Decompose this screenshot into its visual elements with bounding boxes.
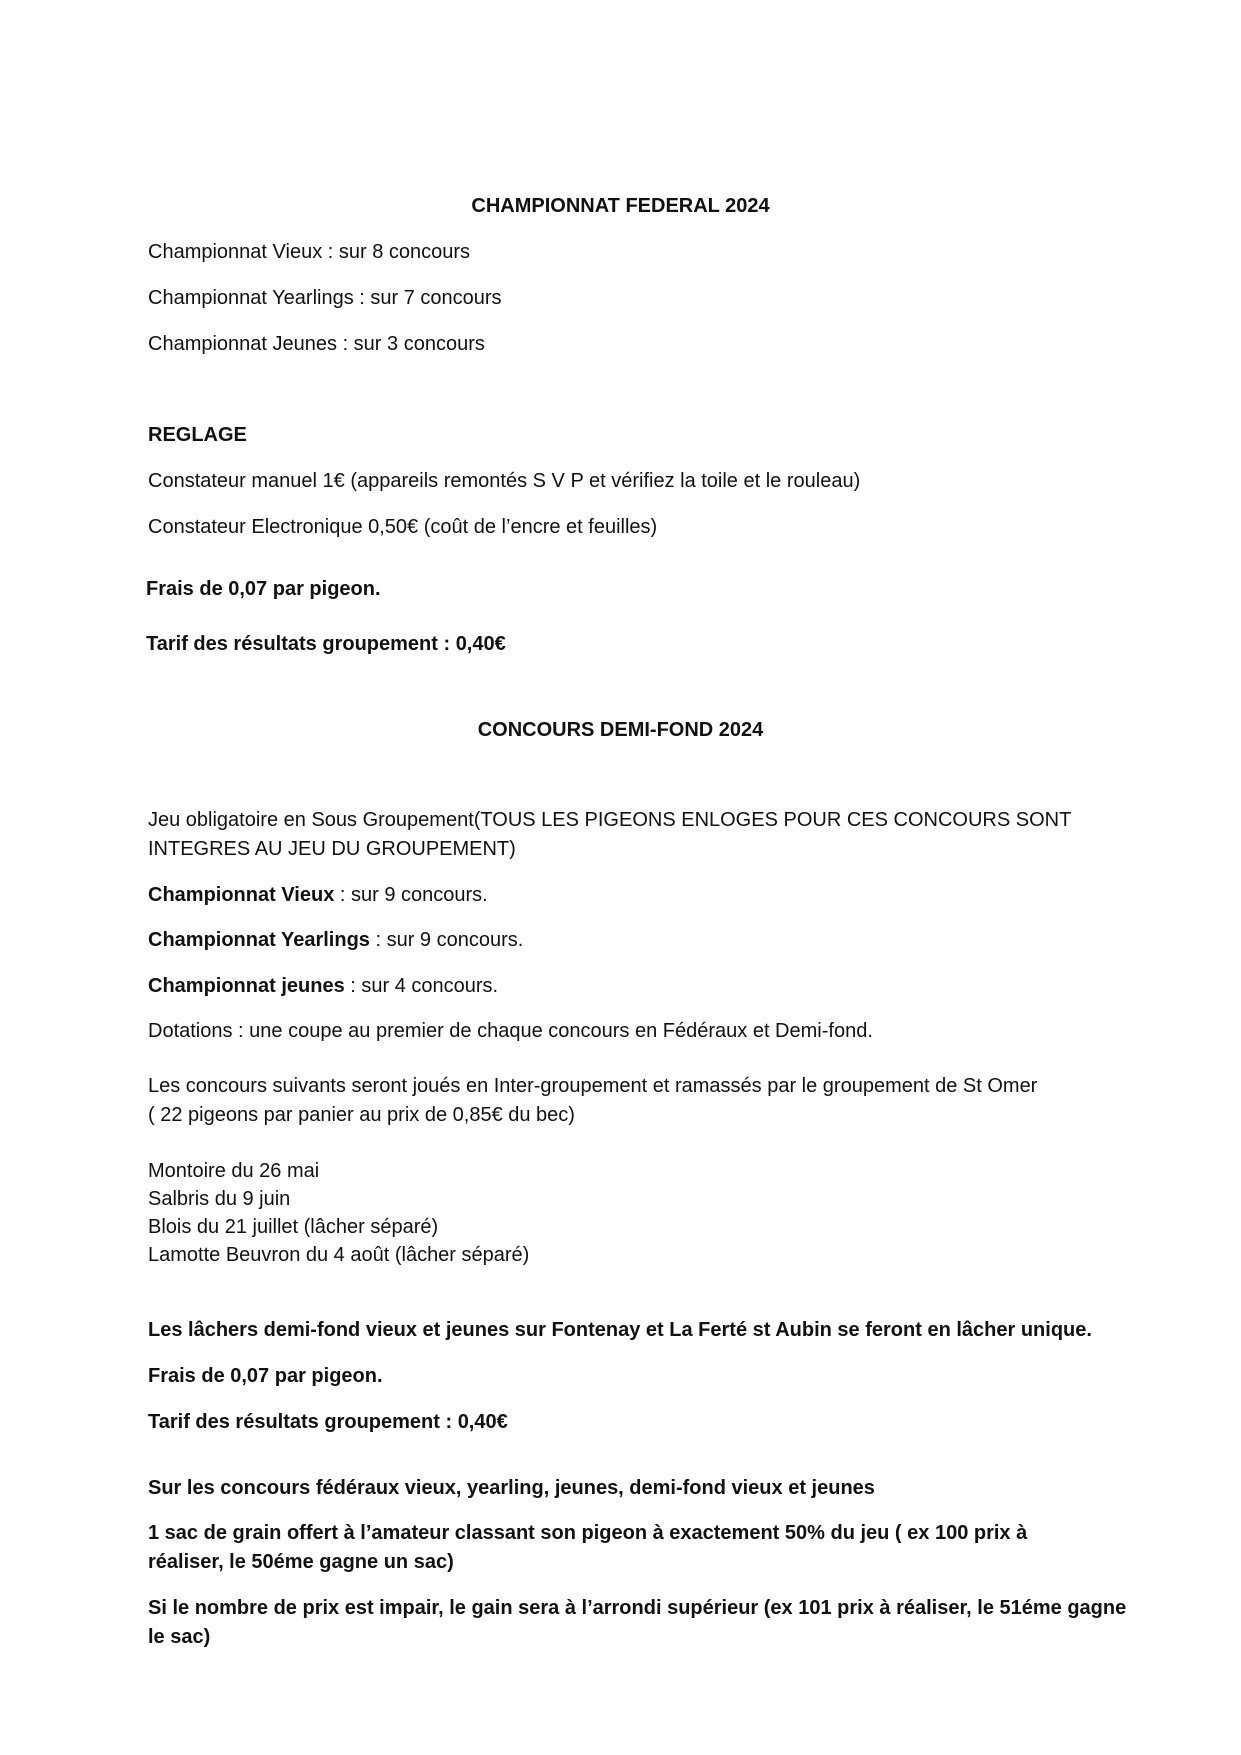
demifond-championship-vieux [148, 881, 488, 909]
race-list-item: Salbris du 9 juin [148, 1188, 291, 1210]
federal-title: CHAMPIONNAT FEDERAL 2024 [471, 195, 770, 217]
reglage-manual: Constateur manuel 1€ (appareils remontés S V P et vérifiez la toile et le rouleau) [148, 470, 861, 492]
demifond-inter-line1: Les concours suivants seront joués en Inter-groupement et ramassés par le groupement de St Omer [148, 1075, 1038, 1097]
championship-detail: : sur 9 concours. [334, 884, 488, 906]
demifond-title: CONCOURS DEMI-FOND 2024 [477, 719, 764, 741]
demifond-tariff: Tarif des résultats groupement : 0,40€ [148, 1411, 508, 1433]
championship-detail: : sur 4 concours. [344, 975, 499, 997]
demifond-intro-line2: INTEGRES AU JEU DU GROUPEMENT) [148, 838, 516, 860]
demifond-dotations: Dotations : une coupe au premier de chaque concours en Fédéraux et Demi-fond. [148, 1020, 873, 1042]
race-list-item: Lamotte Beuvron du 4 août (lâcher séparé) [148, 1244, 530, 1266]
federal-line-vieux: Championnat Vieux : sur 8 concours [148, 241, 471, 263]
reglage-tariff: Tarif des résultats groupement : 0,40€ [146, 633, 506, 655]
reglage-fees: Frais de 0,07 par pigeon. [146, 578, 381, 600]
demifond-release-note: Les lâchers demi-fond vieux et jeunes sur Fontenay et La Ferté st Aubin se feront en lâcher unique. [148, 1319, 1092, 1341]
championship-label: Championnat Vieux [148, 884, 335, 906]
demifond-championship-yearlings [148, 926, 523, 954]
prizes-rule2-line1: Si le nombre de prix est impair, le gain sera à l’arrondi supérieur (ex 101 prix à réaliser, le 51éme gagne [148, 1597, 1127, 1619]
race-list-item: Montoire du 26 mai [148, 1160, 320, 1182]
demifond-intro-line1: Jeu obligatoire en Sous Groupement(TOUS LES PIGEONS ENLOGES POUR CES CONCOURS SONT [148, 809, 1072, 831]
reglage-electronic: Constateur Electronique 0,50€ (coût de l’encre et feuilles) [148, 516, 658, 538]
prizes-rule1-line2: réaliser, le 50éme gagne un sac) [148, 1551, 454, 1573]
prizes-rule1-line1: 1 sac de grain offert à l’amateur classant son pigeon à exactement 50% du jeu ( ex 100 prix à [148, 1522, 1028, 1544]
championship-label: Championnat jeunes [148, 975, 345, 997]
race-list-item: Blois du 21 juillet (lâcher séparé) [148, 1216, 439, 1238]
demifond-fees: Frais de 0,07 par pigeon. [148, 1365, 383, 1387]
reglage-heading: REGLAGE [148, 424, 247, 446]
federal-line-jeunes: Championnat Jeunes : sur 3 concours [148, 333, 485, 355]
federal-line-yearlings: Championnat Yearlings : sur 7 concours [148, 287, 502, 309]
prizes-rule2-line2: le sac) [148, 1626, 211, 1648]
championship-detail: : sur 9 concours. [369, 929, 524, 951]
championship-label: Championnat Yearlings [148, 929, 370, 951]
demifond-inter-line2: ( 22 pigeons par panier au prix de 0,85€ du bec) [148, 1104, 575, 1126]
demifond-championship-jeunes [148, 972, 498, 1000]
prizes-intro: Sur les concours fédéraux vieux, yearling, jeunes, demi-fond vieux et jeunes [148, 1477, 875, 1499]
